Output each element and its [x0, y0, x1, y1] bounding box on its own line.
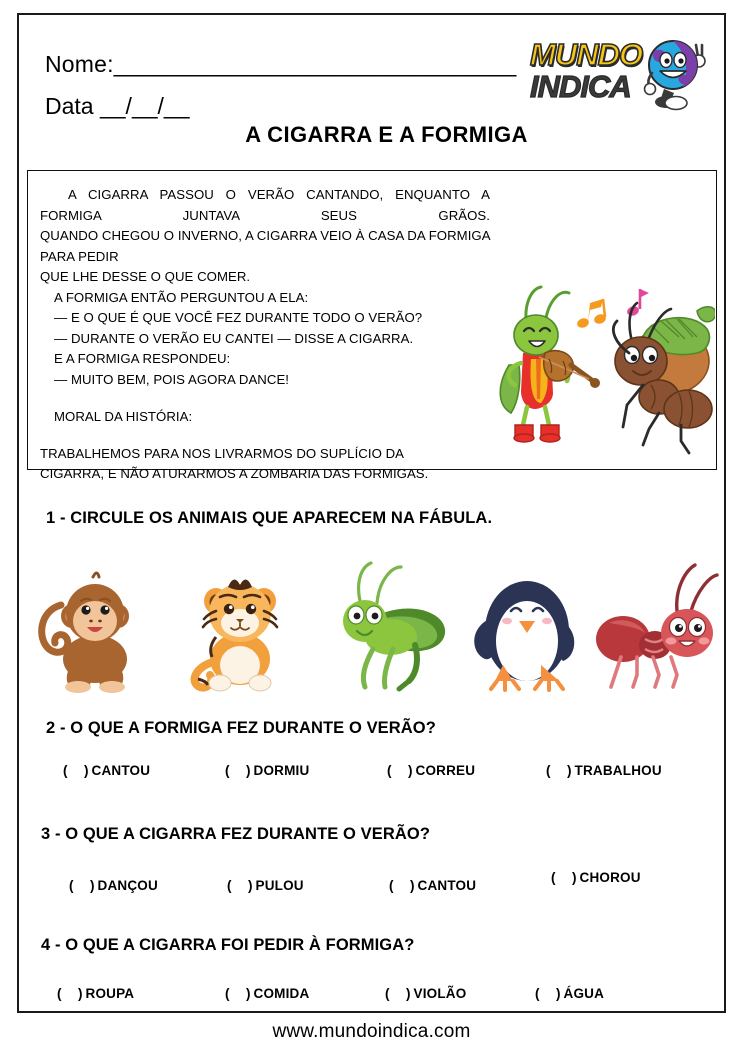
- moral-line-1: TRABALHEMOS PARA NOS LIVRARMOS DO SUPLÍCIO DA: [40, 445, 405, 461]
- question-3-heading: 3 - O QUE A CIGARRA FEZ DURANTE O VERÃO?: [41, 825, 431, 843]
- story-line-4: A FORMIGA ENTÃO PERGUNTOU A ELA:: [54, 289, 309, 305]
- story-line-5: — E O QUE É QUE VOCÊ FEZ DURANTE TODO O VERÃO?: [54, 310, 423, 325]
- option-checkbox[interactable]: ( )CANTOU: [63, 763, 151, 778]
- option-checkbox[interactable]: ( )TRABALHOU: [546, 763, 662, 778]
- date-field[interactable]: Data __/__/__: [45, 93, 190, 119]
- student-name-field[interactable]: Nome:_______________________________: [45, 51, 517, 77]
- grasshopper-violin-and-ant-acorn-illustration: [483, 281, 715, 461]
- option-checkbox[interactable]: ( )CHOROU: [551, 870, 641, 885]
- footer-website-url: www.mundoindica.com: [272, 1021, 471, 1042]
- globe-character-icon: [640, 33, 706, 113]
- tiger-image[interactable]: [176, 553, 304, 698]
- page-title: A CIGARRA E A FORMIGA: [245, 122, 528, 147]
- question-4-options: [45, 986, 725, 1012]
- story-line-3: QUE LHE DESSE O QUE COMER.: [40, 269, 251, 284]
- ant-image[interactable]: [593, 553, 721, 698]
- option-checkbox[interactable]: ( )DORMIU: [225, 763, 310, 778]
- penguin-image[interactable]: [463, 553, 591, 698]
- story-line-6: — DURANTE O VERÃO EU CANTEI — DISSE A CIGARRA.: [54, 330, 414, 346]
- grasshopper-image[interactable]: [321, 553, 449, 698]
- option-checkbox[interactable]: ( )VIOLÃO: [385, 986, 467, 1001]
- moral-label: MORAL DA HISTÓRIA:: [54, 409, 193, 424]
- story-line-2: QUANDO CHEGOU O INVERNO, A CIGARRA VEIO À CASA DA FORMIGA PARA PEDIR: [40, 228, 490, 264]
- question-1-heading: 1 - CIRCULE OS ANIMAIS QUE APARECEM NA FÁBULA.: [46, 509, 493, 527]
- question-4-heading: 4 - O QUE A CIGARRA FOI PEDIR À FORMIGA?: [41, 936, 415, 954]
- option-checkbox[interactable]: ( )CANTOU: [389, 878, 477, 893]
- option-checkbox[interactable]: ( )ÁGUA: [535, 986, 605, 1001]
- monkey-image[interactable]: [31, 553, 159, 698]
- option-checkbox[interactable]: ( )DANÇOU: [69, 878, 158, 893]
- logo-word-mundo: MUNDO: [530, 37, 643, 72]
- option-checkbox[interactable]: ( )PULOU: [227, 878, 304, 893]
- question-3-options: [49, 870, 729, 896]
- question-2-options: [49, 763, 729, 789]
- option-checkbox[interactable]: ( )COMIDA: [225, 986, 310, 1001]
- question-2-heading: 2 - O QUE A FORMIGA FEZ DURANTE O VERÃO?: [46, 719, 436, 737]
- worksheet-header: [19, 15, 724, 120]
- worksheet-page: [17, 13, 726, 1013]
- animal-choices-row: [31, 553, 721, 698]
- story-line-1: A CIGARRA PASSOU O VERÃO CANTANDO, ENQUANTO A FORMIGA JUNTAVA SEUS GRÃOS.: [40, 187, 490, 223]
- story-box: [27, 170, 717, 481]
- option-checkbox[interactable]: ( )ROUPA: [57, 986, 135, 1001]
- story-text: [40, 185, 490, 485]
- story-line-7: E A FORMIGA RESPONDEU:: [54, 351, 231, 366]
- moral-line-2: CIGARRA, E NÃO ATURARMOS A ZOMBARIA DAS FORMIGAS.: [40, 466, 429, 481]
- option-checkbox[interactable]: ( )CORREU: [387, 763, 476, 778]
- mundo-indica-logo: [528, 31, 706, 115]
- story-line-8: — MUITO BEM, POIS AGORA DANCE!: [54, 371, 290, 387]
- logo-word-indica: INDICA: [530, 69, 631, 104]
